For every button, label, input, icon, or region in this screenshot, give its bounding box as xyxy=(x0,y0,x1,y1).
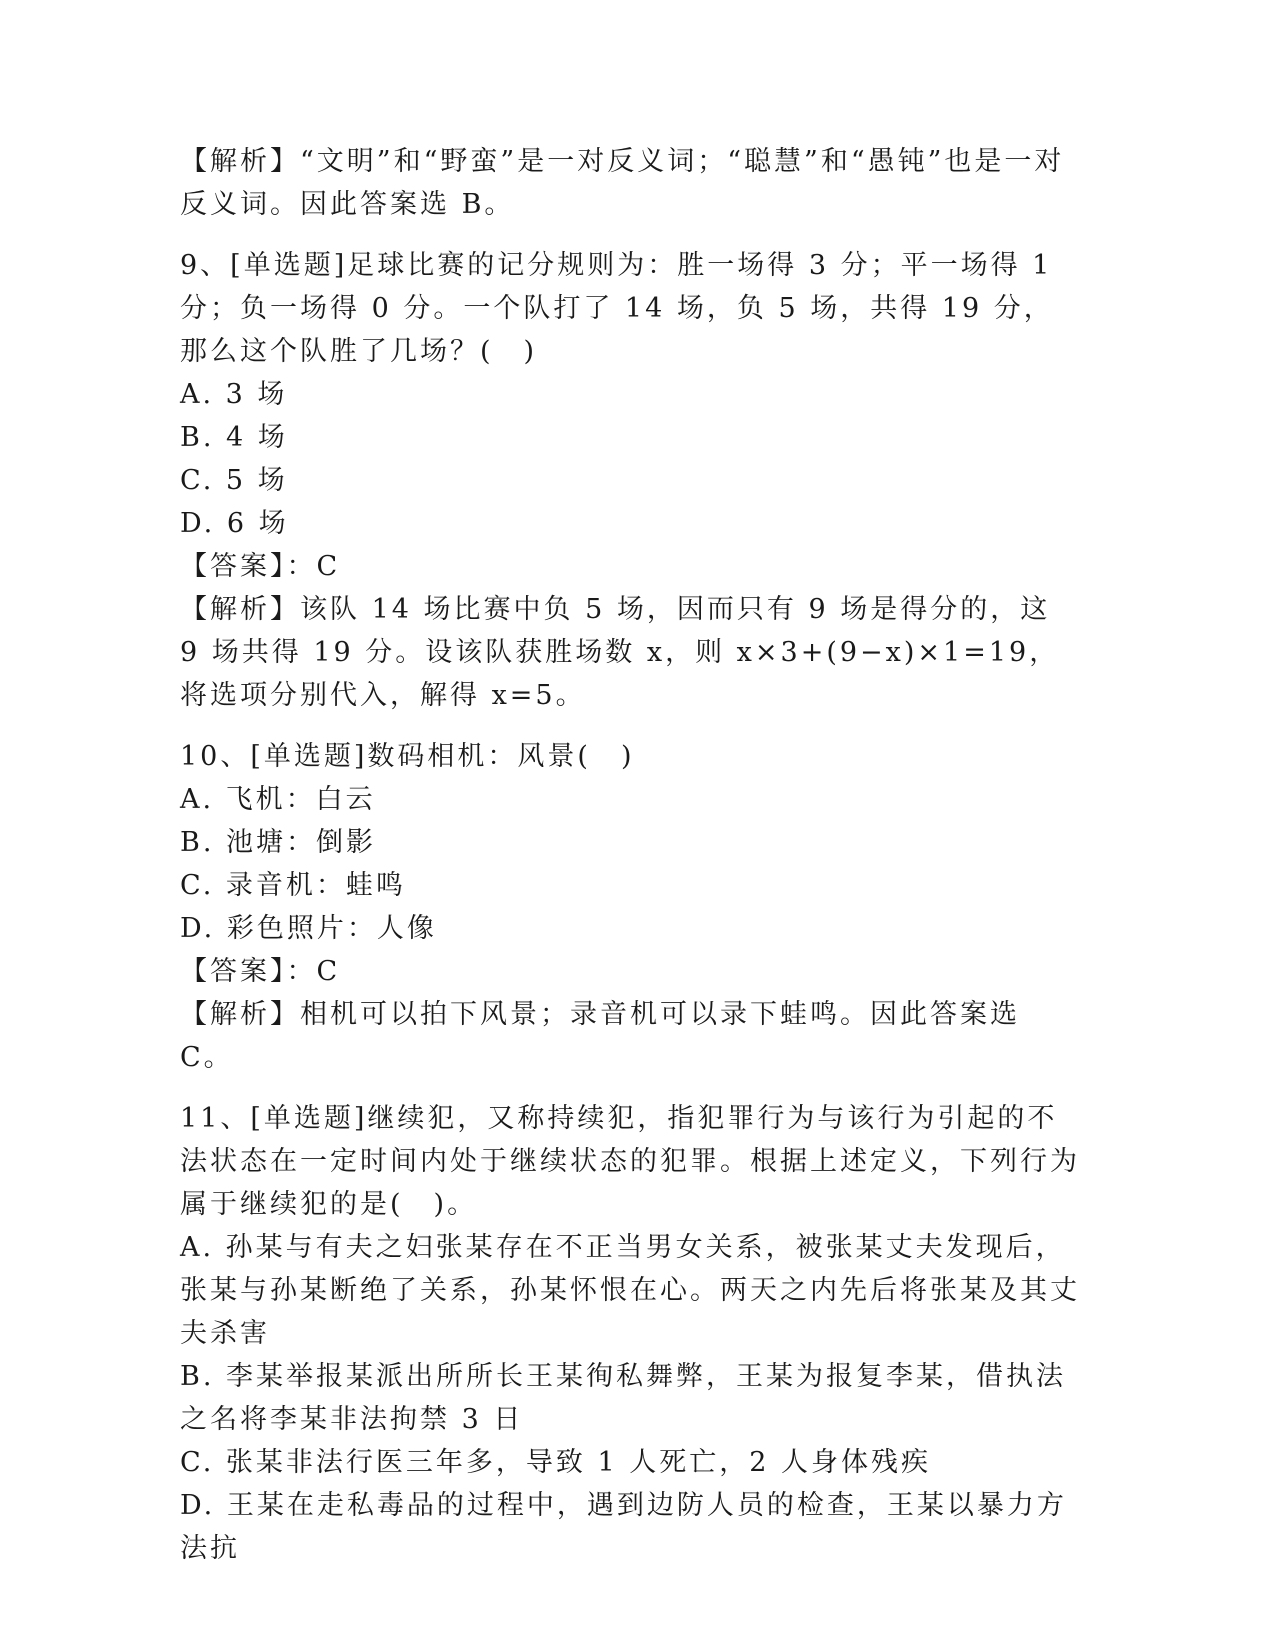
option-a: A. 孙某与有夫之妇张某存在不正当男女关系，被张某丈夫发现后，张某与孙某断绝了关系，孙某怀恨在心。两天之内先后将张某及其丈夫杀害 xyxy=(180,1232,1080,1349)
analysis-text: “文明”和“野蛮”是一对反义词；“聪慧”和“愚钝”也是一对反义词。因此答案选 B。 xyxy=(180,146,1065,220)
option-a: A. 飞机：白云 xyxy=(180,784,376,815)
option-d: D. 彩色照片：人像 xyxy=(180,913,437,944)
answer-text: ：C xyxy=(286,956,341,987)
option-c: C. 5 场 xyxy=(180,465,288,496)
analysis-label: 【解析】 xyxy=(180,999,300,1030)
analysis xyxy=(180,993,1080,1079)
analysis-label: 【解析】 xyxy=(180,146,300,177)
option-b: B. 4 场 xyxy=(180,422,288,453)
previous-analysis xyxy=(180,140,1080,226)
answer xyxy=(180,545,1080,588)
analysis xyxy=(180,588,1080,717)
answer xyxy=(180,950,1080,993)
option-b: B. 池塘：倒影 xyxy=(180,827,377,858)
question-stem: 11、[单选题]继续犯，又称持续犯，指犯罪行为与该行为引起的不法状态在一定时间内处于继续状态的犯罪。根据上述定义，下列行为属于继续犯的是( )。 xyxy=(180,1103,1080,1220)
option-a: A. 3 场 xyxy=(180,379,288,410)
option-d: D. 王某在走私毒品的过程中，遇到边防人员的检查，王某以暴力方法抗 xyxy=(180,1490,1067,1564)
question-stem: 10、[单选题]数码相机：风景( ) xyxy=(180,741,635,772)
analysis-label: 【解析】 xyxy=(180,594,300,625)
answer-text: ：C xyxy=(286,551,341,582)
option-c: C. 录音机：蛙鸣 xyxy=(180,870,406,901)
option-b: B. 李某举报某派出所所长王某徇私舞弊，王某为报复李某，借执法之名将李某非法拘禁 3 日 xyxy=(180,1361,1067,1435)
answer-label: 【答案】 xyxy=(180,551,287,582)
question-9 xyxy=(180,244,1080,717)
option-d: D. 6 场 xyxy=(180,508,289,539)
option-c: C. 张某非法行医三年多，导致 1 人死亡，2 人身体残疾 xyxy=(180,1447,931,1478)
question-11 xyxy=(180,1097,1080,1570)
analysis-text: 该队 14 场比赛中负 5 场，因而只有 9 场是得分的，这 9 场共得 19 分。设该队获胜场数 x，则 x×3+(9−x)×1=19，将选项分别代入，解得 x=5。 xyxy=(180,594,1062,711)
answer-label: 【答案】 xyxy=(180,956,287,987)
document-page xyxy=(180,140,1080,1570)
analysis-text: 相机可以拍下风景；录音机可以录下蛙鸣。因此答案选 C。 xyxy=(180,999,1032,1073)
question-stem: 9、[单选题]足球比赛的记分规则为：胜一场得 3 分；平一场得 1 分；负一场得 0 分。一个队打了 14 场，负 5 场，共得 19 分，那么这个队胜了几场？( ) xyxy=(180,250,1064,367)
question-10 xyxy=(180,735,1080,1079)
